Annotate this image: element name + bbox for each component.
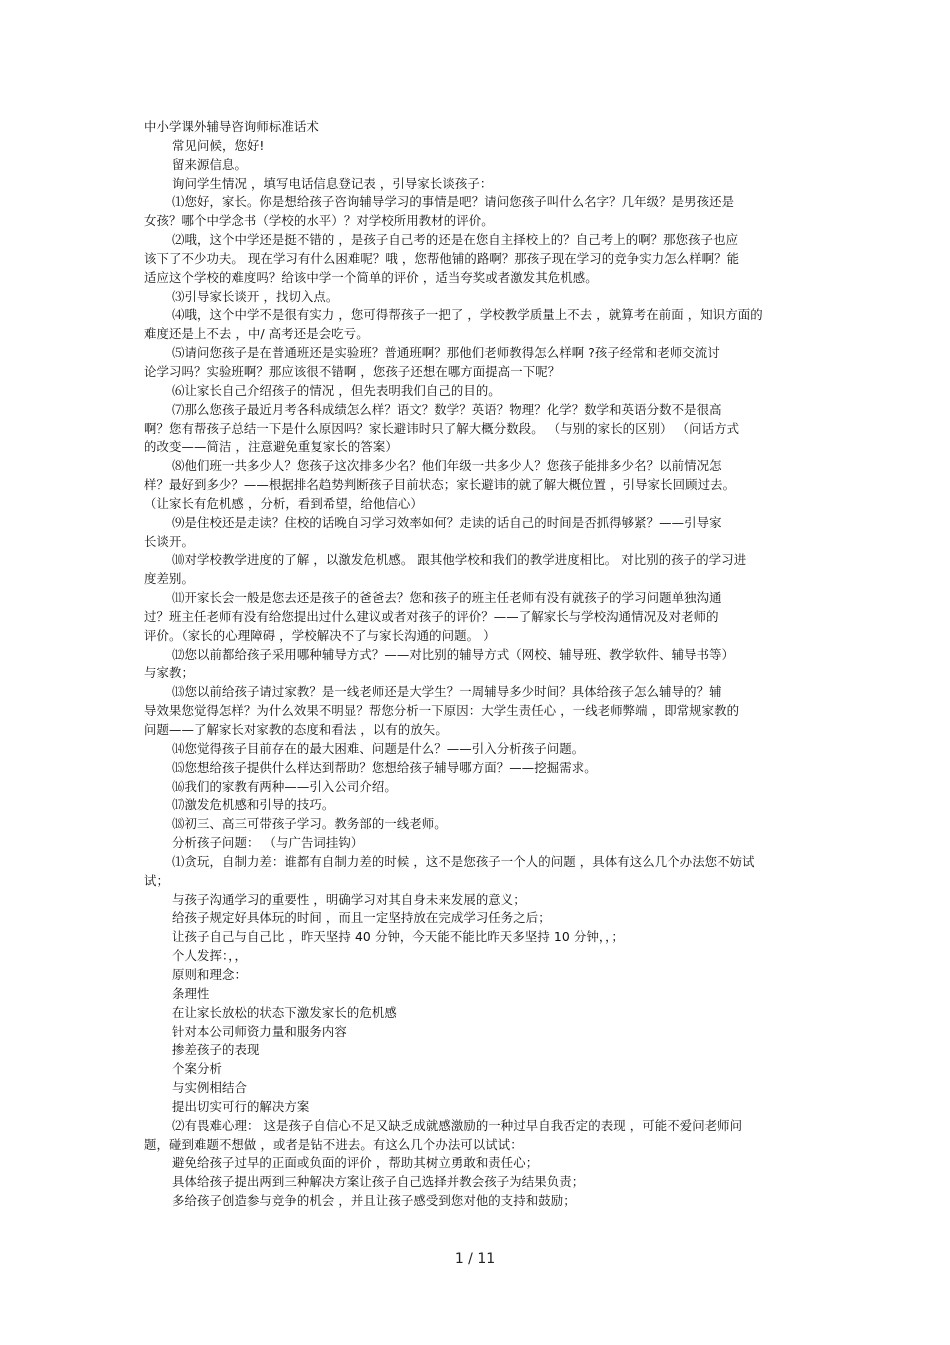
text-line: ⑶引导家长谈开 ，找切入点。 <box>172 288 339 304</box>
text-line: 常见问候，您好! <box>172 137 265 153</box>
text-line: 该下了不少功夫。 现在学习有什么困难呢？哦 ，您帮他铺的路啊？那孩子现在学习的竞争实力怎么样啊？能 <box>144 250 740 266</box>
text-line: 问题——了解家长对家教的态度和看法 ，以有的放矢。 <box>144 722 448 737</box>
text-line: 给孩子规定好具体玩的时间 ，而且一定坚持放在完成学习任务之后； <box>172 910 551 926</box>
text-line: 度差别。 <box>144 571 194 587</box>
text-line: 多给孩子创造参与竞争的机会 ，并且让孩子感受到您对他的支持和鼓励； <box>172 1193 576 1209</box>
text-line: 针对本公司师资力量和服务内容 <box>172 1023 347 1039</box>
text-line: ⑸请问您孩子是在普通班还是实验班？普通班啊？那他们老师教得怎么样啊 ?孩子经常和老师交流讨 <box>172 345 720 361</box>
text-line: 题，碰到难题不想做 ，或者是钻不进去。有这么几个办法可以试试： <box>144 1136 523 1152</box>
text-line: 个案分析 <box>172 1061 222 1077</box>
text-line: ⑴贪玩，自制力差：谁都有自制力差的时候 ，这不是您孩子一个人的问题 ，具体有这么几个办法您不妨试 <box>172 853 755 869</box>
text-line: ⑵有畏难心理： 这是孩子自信心不足又缺乏成就感激励的一种过早自我否定的表现 ，可能不爱问老师问 <box>172 1117 743 1133</box>
text-line: ⑴您好，家长。你是想给孩子咨询辅导学习的事情是吧？请问您孩子叫什么名字？几年级？是男孩还是 <box>172 194 735 210</box>
text-line: 避免给孩子过早的正面或负面的评价 ，帮助其树立勇敢和责任心； <box>172 1155 539 1171</box>
text-line: （让家长有危机感 ，分析，看到希望，给他信心） <box>144 495 423 511</box>
text-line: 与孩子沟通学习的重要性 ，明确学习对其自身未来发展的意义； <box>172 891 526 907</box>
text-line: 适应这个学校的难度吗？给该中学一个简单的评价 ，适当夸奖或者激发其危机感。 <box>144 269 598 285</box>
text-line: ⑹让家长自己介绍孩子的情况 ，但先表明我们自己的目的。 <box>172 382 501 398</box>
text-line: 留来源信息。 <box>172 156 247 172</box>
text-line: 长谈开。 <box>144 533 194 549</box>
text-line: ⒄激发危机感和引导的技巧。 <box>172 797 335 813</box>
text-line: 评价。（家长的心理障碍 ，学校解决不了与家长沟通的问题。 ） <box>144 627 496 643</box>
text-line: ⑵哦，这个中学还是挺不错的 ，是孩子自己考的还是在您自主择校上的？自己考上的啊？那您孩子也应 <box>172 232 739 248</box>
text-line: 难度还是上不去 ，中/ 高考还是会吃亏。 <box>144 326 369 342</box>
document-body <box>144 118 804 1211</box>
text-line: ⑷哦，这个中学不是很有实力 ，您可得帮孩子一把了 ，学校教学质量上不去 ，就算考在前面 ，知识方面的 <box>172 307 763 323</box>
text-line: ⒃我们的家教有两种——引入公司介绍。 <box>172 778 397 794</box>
text-line: 让孩子自己与自己比 ，昨天坚持 40 分钟，今天能不能比昨天多坚持 10 分钟，，； <box>172 929 624 945</box>
text-line: 条理性 <box>172 985 210 1001</box>
text-line: 提出切实可行的解决方案 <box>172 1098 310 1114</box>
text-line: ⒂您想给孩子提供什么样达到帮助？您想给孩子辅导哪方面？——挖掘需求。 <box>172 759 597 775</box>
text-line: ⑾开家长会一般是您去还是孩子的爸爸去？您和孩子的班主任老师有没有就孩子的学习问题单独沟通 <box>172 590 722 606</box>
text-line: 个人发挥：，， <box>172 948 248 964</box>
text-line: 过？班主任老师有没有给您提出过什么建议或者对孩子的评价？——了解家长与学校沟通情况及对老师的 <box>144 608 719 624</box>
text-line: 导效果您觉得怎样？为什么效果不明显？帮您分析一下原因：大学生责任心 ，一线老师弊端 ，即常规家教的 <box>144 703 740 719</box>
text-line: 在让家长放松的状态下激发家长的危机感 <box>172 1004 397 1020</box>
text-line: 试； <box>144 872 169 888</box>
text-line: 与家教； <box>144 665 194 681</box>
text-line: 样？最好到多少？——根据排名趋势判断孩子目前状态；家长避讳的就了解大概位置 ，引导家长回顾过去。 <box>144 477 736 493</box>
text-line: 论学习吗？实验班啊？那应该很不错啊 ，您孩子还想在哪方面提高一下呢？ <box>144 363 561 379</box>
text-line: 分析孩子问题： （与广告词挂钩） <box>172 835 364 851</box>
text-line: 原则和理念： <box>172 966 247 982</box>
text-line: ⑻他们班一共多少人？您孩子这次排多少名？他们年级一共多少人？您孩子能排多少名？以前情况怎 <box>172 458 722 474</box>
document-title: 中小学课外辅导咨询师标准话术 <box>144 119 319 134</box>
text-line: ⒅初三、高三可带孩子学习。教务部的一线老师。 <box>172 816 447 832</box>
text-line: 具体给孩子提出两到三种解决方案让孩子自己选择并教会孩子为结果负责； <box>172 1174 585 1190</box>
text-line: 询问学生情况 ，填写电话信息登记表 ，引导家长谈孩子： <box>172 175 493 191</box>
text-line: 的改变——简洁 ，注意避免重复家长的答案） <box>144 439 398 455</box>
text-line: ⑺那么您孩子最近月考各科成绩怎么样？语文？数学？英语？物理？化学？数学和英语分数不是很高 <box>172 401 722 417</box>
text-line: 掺差孩子的表现 <box>172 1042 260 1058</box>
text-line: ⑽对学校教学进度的了解 ，以激发危机感。 跟其他学校和我们的教学进度相比。 对比别的孩子的学习进 <box>172 552 747 568</box>
text-line: ⑿您以前都给孩子采用哪种辅导方式？——对比别的辅导方式（网校、辅导班、教学软件、辅导书等） <box>172 646 735 662</box>
text-line: 与实例相结合 <box>172 1080 247 1096</box>
text-line: 啊？您有帮孩子总结一下是什么原因吗？家长避讳时只了解大概分数段。 （与别的家长的区别） （问话方式 <box>144 420 740 436</box>
text-line: ⑼是住校还是走读？住校的话晚自习学习效率如何？走读的话自己的时间是否抓得够紧？——引导家 <box>172 514 722 530</box>
text-line: ⒀您以前给孩子请过家教？是一线老师还是大学生？一周辅导多少时间？具体给孩子怎么辅导的？辅 <box>172 684 722 700</box>
text-line: 女孩？哪个中学念书（学校的水平）？对学校所用教材的评价。 <box>144 213 494 229</box>
text-line: ⒁您觉得孩子目前存在的最大困难、问题是什么？——引入分析孩子问题。 <box>172 740 585 756</box>
page-number: 1 / 11 <box>454 1251 496 1267</box>
